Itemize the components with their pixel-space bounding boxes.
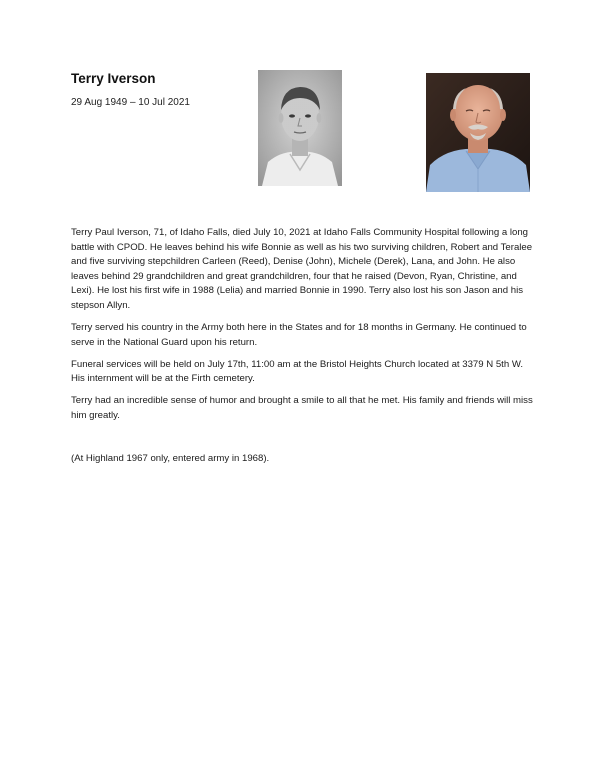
deceased-name: Terry Iverson bbox=[71, 71, 156, 86]
paragraph-biography: Terry Paul Iverson, 71, of Idaho Falls, died July 10, 2021 at Idaho Falls Community Hospital following a long battle with CPOD. He leaves behind his wife Bonnie as well as his two surviving children, Robert and Teralee and five surviving stepchildren Carleen (Reed), Denise (John), Michele (Derek), Lana, and John. He also leaves behind 29 grandchildren and great grandchildren, four that he raised (Devon, Ryan, Christine, and Lexi). He lost his first wife in 1988 (Lelia) and married Bonnie in 1990. Terry also lost his son Jason and his stepson Allyn. bbox=[71, 227, 533, 311]
paragraph-note: (At Highland 1967 only, entered army in 1968). bbox=[71, 452, 270, 464]
obituary-body bbox=[71, 226, 533, 474]
paragraph-funeral: Funeral services will be held on July 17th, 11:00 am at the Bristol Heights Church located at 3379 N 5th W. His internment will be at the Firth cemetery. bbox=[71, 358, 524, 385]
portrait-photo-icon bbox=[426, 73, 530, 192]
portrait-photo-icon bbox=[258, 70, 342, 186]
young-portrait-photo bbox=[258, 70, 342, 186]
paragraph-remembrance: Terry had an incredible sense of humor and brought a smile to all that he met. His family and friends will miss him greatly. bbox=[71, 395, 533, 422]
older-portrait-photo bbox=[426, 73, 530, 192]
paragraph-service: Terry served his country in the Army both here in the States and for 18 months in Germany. He continued to serve in the National Guard upon his return. bbox=[71, 322, 527, 348]
life-dates: 29 Aug 1949 – 10 Jul 2021 bbox=[71, 97, 190, 108]
